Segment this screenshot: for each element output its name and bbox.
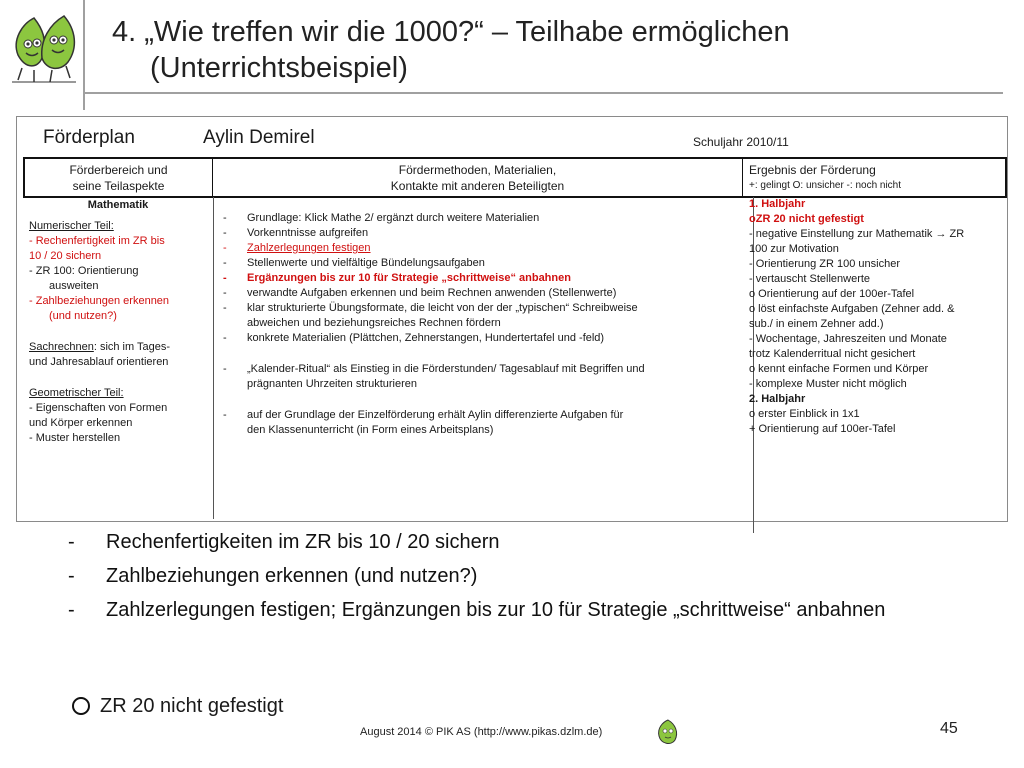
pikas-logo-icon — [8, 10, 80, 90]
cell-line: ausweiten — [49, 280, 99, 292]
cell-line: 10 / 20 sichern — [29, 250, 102, 262]
plan-heading: Förderplan — [43, 127, 135, 148]
method-row — [223, 316, 753, 331]
header-col2-line: Fördermethoden, Materialien, — [398, 163, 557, 177]
bullet-item — [68, 530, 1008, 554]
result-line: o Orientierung auf der 100er-Tafel — [749, 288, 915, 300]
result-line: o erster Einblick in 1x1 — [749, 408, 860, 420]
circle-bullet-text: ZR 20 nicht gefestigt — [100, 695, 284, 717]
method-row — [223, 211, 753, 226]
method-row — [223, 331, 753, 346]
cell-line: und Jahresablauf orientieren — [29, 356, 169, 368]
method-text: abweichen und beziehungsreiches Rechnen fördern — [247, 317, 501, 329]
title-divider-horizontal — [83, 92, 1003, 94]
result-line: oZR 20 nicht gefestigt — [749, 213, 864, 225]
bullet-dash: - — [68, 599, 75, 621]
method-text: Grundlage: Klick Mathe 2/ ergänzt durch weitere Materialien — [247, 212, 540, 224]
cell-line: und Körper erkennen — [29, 417, 133, 429]
col-foerdermethoden — [213, 197, 754, 533]
dash: - — [223, 212, 227, 224]
method-row — [223, 271, 753, 286]
header-col2 — [213, 159, 743, 196]
result-line: 2. Halbjahr — [749, 393, 806, 405]
method-row — [223, 423, 753, 438]
dash: - — [223, 332, 227, 344]
bullet-text: Rechenfertigkeiten im ZR bis 10 / 20 sichern — [106, 531, 500, 553]
bullet-dash: - — [68, 531, 75, 553]
circle-icon — [72, 697, 90, 715]
result-line: trotz Kalenderritual nicht gesichert — [749, 348, 916, 360]
method-text: verwandte Aufgaben erkennen und beim Rechnen anwenden (Stellenwerte) — [247, 287, 617, 299]
method-row — [223, 241, 753, 256]
cell-line: : sich im Tages- — [93, 341, 171, 353]
method-text: klar strukturierte Übungsformate, die leicht von der der „typischen“ Schreibweise — [247, 302, 638, 314]
method-row — [223, 377, 753, 392]
col-foerderbereich — [23, 197, 214, 519]
result-line: + Orientierung auf 100er-Tafel — [749, 423, 896, 435]
result-line: o löst einfachste Aufgaben (Zehner add. & — [749, 303, 955, 315]
header-col2-line: Kontakte mit anderen Beteiligten — [390, 179, 565, 193]
method-text: Zahlzerlegungen festigen — [247, 242, 371, 254]
slide-title-line1: 4. „Wie treffen wir die 1000?“ – Teilhabe ermöglichen — [112, 16, 790, 48]
dash: - — [223, 242, 227, 254]
slide-title — [112, 14, 992, 86]
method-text: Vorkenntnisse aufgreifen — [247, 227, 369, 239]
cell-line: Numerischer Teil: — [29, 220, 114, 232]
page-number: 45 — [940, 720, 958, 737]
method-text: den Klassenunterricht (in Form eines Arbeitsplans) — [247, 424, 494, 436]
method-text: Ergänzungen bis zur 10 für Strategie „schrittweise“ anbahnen — [247, 272, 571, 284]
dash: - — [223, 363, 227, 375]
dash: - — [223, 287, 227, 299]
result-line: - Orientierung ZR 100 unsicher — [749, 258, 901, 270]
cell-line: Mathematik — [87, 199, 149, 211]
header-col1-line: seine Teilaspekte — [72, 179, 165, 193]
dash: - — [223, 257, 227, 269]
header-col1-line: Förderbereich und — [69, 163, 168, 177]
method-text: prägnanten Uhrzeiten strukturieren — [247, 378, 417, 390]
result-line: - Wochentage, Jahreszeiten und Monate — [749, 333, 947, 345]
dash: - — [223, 272, 227, 284]
method-text: auf der Grundlage der Einzelförderung erhält Aylin differenzierte Aufgaben für — [247, 409, 624, 421]
bullet-item — [68, 564, 1008, 588]
bullet-list — [68, 530, 1008, 632]
plan-table — [23, 157, 1005, 519]
cell-line: Sachrechnen — [29, 341, 94, 353]
cell-line: - Eigenschaften von Formen — [29, 402, 168, 414]
dash: - — [223, 227, 227, 239]
circle-bullet-item — [72, 694, 283, 718]
result-line: o kennt einfache Formen und Körper — [749, 363, 929, 375]
bullet-text: Zahlzerlegungen festigen; Ergänzungen bis zur 10 für Strategie „schrittweise“ anbahnen — [106, 599, 886, 621]
method-row — [223, 408, 753, 423]
bullet-text: Zahlbeziehungen erkennen (und nutzen?) — [106, 565, 478, 587]
header-col3-legend: +: gelingt O: unsicher -: noch nicht — [749, 180, 902, 191]
result-line: 100 zur Motivation — [749, 243, 839, 255]
plan-school-year: Schuljahr 2010/11 — [693, 135, 789, 149]
result-line: - komplexe Muster nicht möglich — [749, 378, 907, 390]
method-text: „Kalender-Ritual“ als Einstieg in die Förderstunden/ Tagesablauf mit Begriffen und — [247, 363, 645, 375]
result-line: - negative Einstellung zur Mathematik → ZR — [749, 228, 965, 240]
cell-line: (und nutzen?) — [49, 310, 117, 322]
bullet-dash: - — [68, 565, 75, 587]
method-row — [223, 226, 753, 241]
dash: - — [223, 409, 227, 421]
result-line: sub./ in einem Zehner add.) — [749, 318, 884, 330]
pikas-small-logo-icon — [655, 718, 681, 748]
method-row — [223, 286, 753, 301]
method-row — [223, 256, 753, 271]
header-col3-title: Ergebnis der Förderung — [749, 163, 876, 177]
method-text: Stellenwerte und vielfältige Bündelungsaufgaben — [247, 257, 485, 269]
foerderplan-document — [16, 116, 1008, 522]
bullet-item — [68, 598, 1008, 622]
result-line: 1. Halbjahr — [749, 198, 806, 210]
plan-table-body — [23, 197, 1005, 519]
cell-line: - Rechenfertigkeit im ZR bis — [29, 235, 165, 247]
cell-line: - Zahlbeziehungen erkennen — [29, 295, 170, 307]
slide-title-line2: (Unterrichtsbeispiel) — [150, 52, 408, 84]
dash: - — [223, 302, 227, 314]
footer-text: August 2014 © PIK AS (http://www.pikas.dzlm.de) — [360, 726, 603, 738]
method-text: konkrete Materialien (Plättchen, Zehnerstangen, Hundertertafel und -feld) — [247, 332, 605, 344]
result-line: - vertauscht Stellenwerte — [749, 273, 871, 285]
col-ergebnis — [743, 197, 1005, 519]
cell-line: - ZR 100: Orientierung — [29, 265, 139, 277]
plan-table-header — [23, 157, 1007, 198]
method-row — [223, 301, 753, 316]
header-col1 — [25, 159, 213, 196]
method-row — [223, 362, 753, 377]
plan-student-name: Aylin Demirel — [203, 127, 315, 148]
cell-line: Geometrischer Teil: — [29, 387, 124, 399]
header-col3 — [743, 159, 1005, 196]
cell-line: - Muster herstellen — [29, 432, 121, 444]
